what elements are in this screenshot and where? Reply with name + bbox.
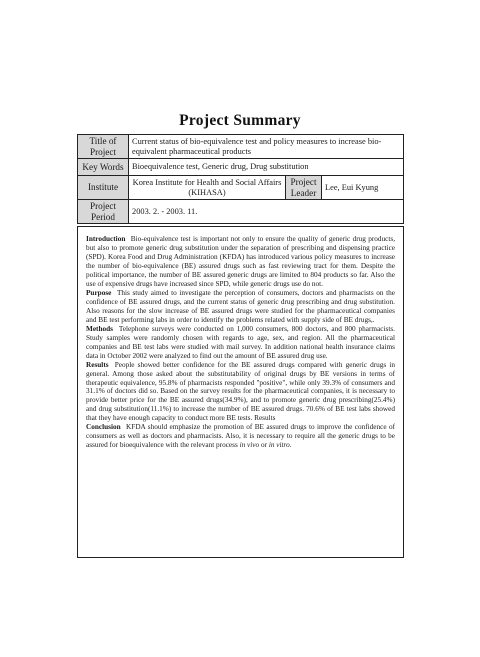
title-label: Title of Project (78, 135, 129, 159)
title-value: Current status of bio-equivalence test and policy measures to increase bio-equivalent pharmaceutical products (129, 135, 404, 159)
summary-box (77, 226, 404, 558)
conclusion-in-vivo: in vivo (239, 441, 260, 450)
leader-label: Project Leader (286, 176, 322, 200)
introduction-text: Bio-equivalence test is important not only to ensure the quality of generic drug products, but also to promote generic drug substitution under the separation of prescribing and dispensing practice (SPD). Korea Food and Drug Administration (KFDA) has introduced various policy measures to increase the number of bio-equivalence (BE) assured drugs such as fast reviewing tract for them. Despite the political importance, the number of BE assured generic drugs are limited to 804 products so far. Also the use of expensive drugs have increased since SPD, while generic drugs use do not. (86, 235, 396, 288)
leader-value: Lee, Eui Kyung (322, 176, 404, 200)
period-row (78, 200, 404, 224)
results-heading: Results (86, 360, 109, 369)
title-row (78, 135, 404, 159)
methods-paragraph (86, 325, 395, 361)
conclusion-or: or (260, 441, 267, 450)
methods-heading: Methods (86, 324, 113, 333)
conclusion-paragraph (86, 423, 395, 450)
conclusion-text: KFDA should emphasize the promotion of BE assured drugs to improve the confidence of consumers as well as doctors and pharmacists. Also, it is necessary to require all the generic drugs to be assured for bioequivalence with the relevant process (86, 423, 395, 450)
keywords-row (78, 159, 404, 176)
purpose-heading: Purpose (86, 288, 112, 297)
purpose-text: This study aimed to investigate the perception of consumers, doctors and pharmacists on the confidence of BE assured drugs, and the current status of generic drug prescribing and drug substitution. Also reasons for the slow increase of BE assured drugs were studied for the pharmaceutical companies and BE test performing labs in order to identify the problems related with supply side of BE drugs,. (86, 288, 395, 324)
methods-text: Telephone surveys were conducted on 1,000 consumers, 800 doctors, and 800 pharmacists. Study samples were randomly chosen with regards to age, sex, and region. All the pharmaceutical companies and BE test labs were studied with mail survey. In addition national health insurance claims data in October 2002 were analyzed to find out the amount of BE assured drug use. (86, 324, 395, 360)
institute-row (78, 176, 404, 200)
introduction-heading: Introduction (86, 235, 126, 243)
institute-value: Korea Institute for Health and Social Affairs (KIHASA) (129, 176, 286, 200)
results-paragraph (86, 361, 395, 424)
conclusion-heading: Conclusion (86, 423, 121, 432)
page-title: Project Summary (179, 112, 301, 129)
institute-label: Institute (78, 176, 129, 200)
period-label: Project Period (78, 200, 129, 224)
project-info-table (77, 134, 404, 224)
introduction-paragraph (86, 235, 395, 289)
results-text: People showed better confidence for the BE assured drugs compared with generic drugs in general. Among those asked about the substitutability of original drugs by BE versions in terms of therapeutic equivalence, 95.8% of pharmacists responded "positive", while only 39.3% of consumers and 31.1% of doctors did so. Based on the survey results for the pharmaceutical companies, it is necessary to provide better price for the BE assured drugs(34.9%), and to promote generic drug prescribing(25.4%) and drug substitution(11.1%) to increase the number of BE assured drugs. 70.6% of BE test labs showed that they have enough capacity to conduct more BE tests. Results (86, 360, 396, 423)
conclusion-in-vitro: in vitro (268, 441, 290, 450)
conclusion-end: . (289, 441, 292, 450)
period-value: 2003. 2. - 2003. 11. (129, 200, 404, 224)
keywords-value: Bioequivalence test, Generic drug, Drug substitution (129, 159, 404, 176)
purpose-paragraph (86, 289, 395, 325)
keywords-label: Key Words (78, 159, 129, 176)
